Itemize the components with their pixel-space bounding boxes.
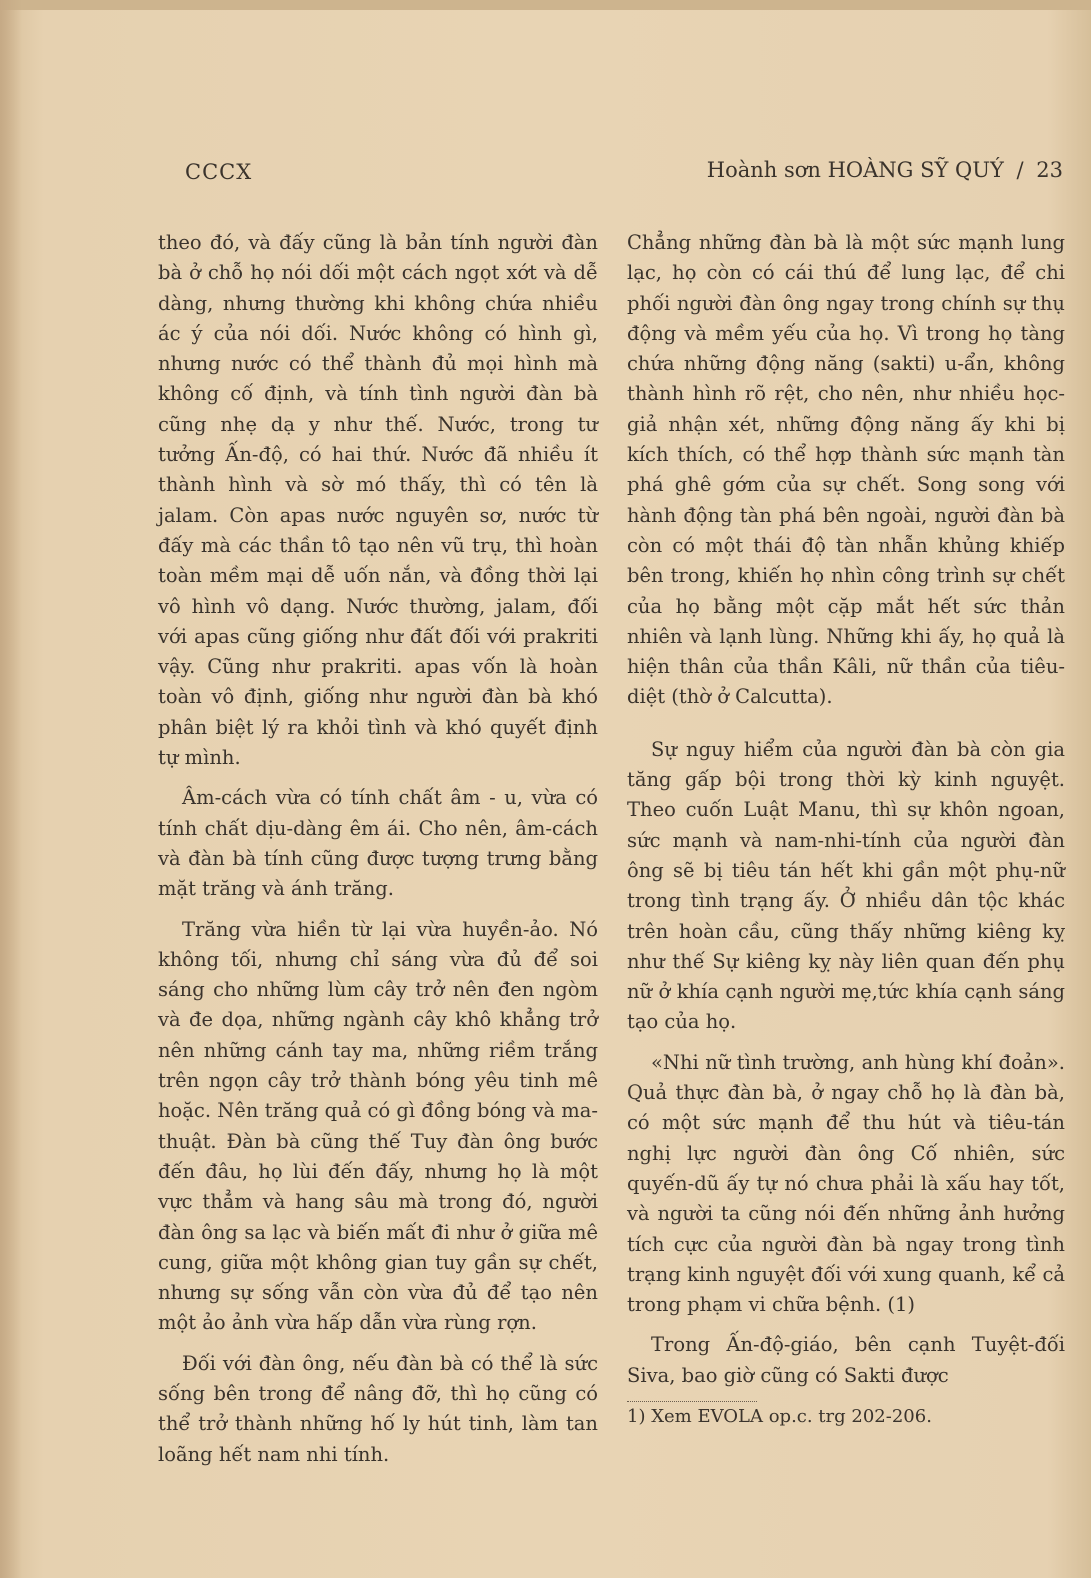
paragraph: Âm-cách vừa có tính chất âm - u, vừa có tính chất dịu-dàng êm ái. Cho nên, âm-cách và đàn bà tính cũng được tượng trưng bằng mặt trăng và ánh trăng. — [158, 786, 598, 901]
page-left-edge-shadow — [0, 0, 22, 1578]
paragraph: Trăng vừa hiền từ lại vừa huyền-ảo. Nó không tối, nhưng chỉ sáng vừa đủ để soi sáng cho những lùm cây trở nên đen ngòm và đe dọa, những ngành cây khô khẳng trở nên những cánh tay ma, những riềm trắng trên ngọn cây trở thành bóng yêu tinh mê hoặc. Nên trăng quả có gì đồng bóng và ma-thuật. Đàn bà cũng thế Tuy đàn ông bước đến đâu, họ lùi đến đấy, nhưng họ là một vực thẳm và hang sâu mà trong đó, người đàn ông sa lạc và biến mất đi như ở giữa mê cung, giữa một không gian tuy gần sự chết, nhưng sự sống vẫn còn vừa đủ để tạo nên một ảo ảnh vừa hấp dẫn vừa rùng rợn. — [158, 917, 598, 1335]
paragraph: theo đó, và đấy cũng là bản tính người đàn bà ở chỗ họ nói dối một cách ngọt xớt và dễ dàng, nhưng thường khi không chứa nhiều ác ý của nói dối. Nước không có hình gì, nhưng nước có thể thành đủ mọi hình mà không cố định, và tính tình người đàn bà cũng nhẹ dạ y như thế. Nước, trong tư tưởng Ấn-độ, có hai thứ. Nước đã nhiều ít thành hình và sờ mó thấy, thì có tên là jalam. Còn apas nước nguyên sơ, nước từ đấy mà các thần tô tạo nên vũ trụ, thì hoàn toàn mềm mại dễ uốn nắn, và đồng thời lại vô hình vô dạng. Nước thường, jalam, đối với apas cũng giống như đất đối với prakriti vậy. Cũng như prakriti. apas vốn là hoàn toàn vô định, giống như người đàn bà khó phân biệt lý ra khỏi tình và khó quyết định tự mình. — [158, 231, 598, 770]
paragraph: Sự nguy hiểm của người đàn bà còn gia tăng gấp bội trong thời kỳ kinh nguyệt. Theo cuốn Luật Manu, thì sự khôn ngoan, sức mạnh và nam-nhi-tính của người đàn ông sẽ bị tiêu tán hết khi gần một phụ-nữ trong tình trạng ấy. Ở nhiều dân tộc khác trên hoàn cầu, cũng thấy những kiêng kỵ như thế Sự kiêng kỵ này liên quan đến phụ nữ ở khía cạnh người mẹ,tức khía cạnh sáng tạo của họ. — [627, 737, 1065, 1034]
chapter-roman-numeral: CCCX — [185, 160, 253, 184]
paragraph: «Nhi nữ tình trường, anh hùng khí đoản». Quả thực đàn bà, ở ngay chỗ họ là đàn bà, có một sức mạnh để thu hút và tiêu-tán nghị lực người đàn ông Cố nhiên, sức quyến-dũ ấy tự nó chưa phải là xấu hay tốt, và người ta cũng nói đến những ảnh hưởng tích cực của người đàn bà ngay trong tình trạng kinh nguyệt đối với xung quanh, kể cả trong phạm vi chữa bệnh. (1) — [627, 1050, 1065, 1317]
page-top-edge — [0, 0, 1091, 10]
paragraph: Chẳng những đàn bà là một sức mạnh lung lạc, họ còn có cái thú để lung lạc, để chi phối người đàn ông ngay trong chính sự thụ động và mềm yếu của họ. Vì trong họ tàng chứa những động năng (sakti) u-ẩn, không thành hình rõ rệt, cho nên, như nhiều học-giả nhận xét, những động năng ấy khi bị kích thích, có thể hợp thành sức mạnh tàn phá ghê gớm của sự chết. Song song với hành động tàn phá bên ngoài, người đàn bà còn có một thái độ tàn nhẫn khủng khiếp bên trong, khiến họ nhìn công trình sự chết của họ bằng một cặp mắt hết sức thản nhiên và lạnh lùng. Những khi ấy, họ quả là hiện thân của thần Kâli, nữ thần của tiêu-diệt (thờ ở Calcutta). — [627, 231, 1065, 709]
right-text-column — [627, 228, 1065, 1432]
header-separator: / — [1016, 158, 1024, 182]
left-text-column — [158, 228, 598, 1470]
author-name: Hoành sơn HOÀNG SỸ QUÝ — [706, 158, 1004, 182]
paragraph: Đối với đàn ông, nếu đàn bà có thể là sức sống bên trong để nâng đỡ, thì họ cũng có thể trở thành những hố ly hút tinh, làm tan loãng hết nam nhi tính. — [158, 1351, 598, 1466]
running-header — [701, 158, 1063, 182]
page-number: 23 — [1036, 158, 1063, 182]
footnote: 1) Xem EVOLA op.c. trg 202-206. — [627, 1405, 932, 1427]
paragraph: Trong Ấn-độ-giáo, bên cạnh Tuyệt-đối Siva, bao giờ cũng có Sakti được — [627, 1333, 1065, 1387]
